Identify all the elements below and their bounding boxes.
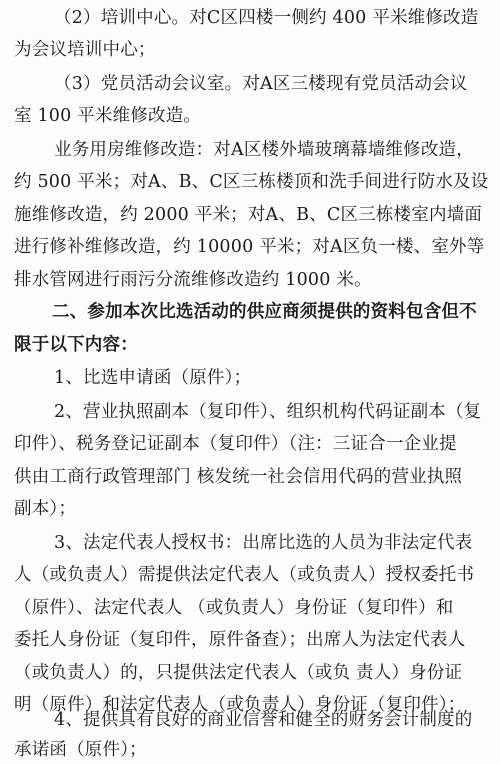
text-line: 副本）； bbox=[14, 499, 77, 519]
text-line: 供由工商行政管理部门 核发统一社会信用代码的营业执照 bbox=[14, 467, 463, 487]
text-line: （2）培训中心。对C区四楼一侧约 400 平米维修改造 bbox=[54, 8, 479, 28]
text-line: 3、法定代表人授权书：出席比选的人员为非法定代表 bbox=[54, 533, 473, 553]
text-line: 委托人身份证（复印件，原件备查）；出席人为法定代表人 bbox=[14, 630, 466, 650]
text-line: 印件）、税务登记证副本（复印件）（注：三证合一企业提 bbox=[14, 434, 457, 454]
heading-line: 限于以下内容： bbox=[14, 335, 138, 355]
text-line: 2、营业执照副本（复印件）、组织机构代码证副本（复 bbox=[54, 402, 482, 422]
text-line: 4、提供具有良好的商业信誉和健全的财务会计制度的 bbox=[54, 710, 473, 730]
text-line: 1、比选申请函（原件）； bbox=[54, 368, 252, 388]
text-line: （原件）、法定代表人 （或负责人）身份证（复印件）和 bbox=[14, 598, 454, 618]
text-line: 排水管网进行雨污分流维修改造约 1000 米。 bbox=[14, 270, 372, 290]
text-line: 为会议培训中心； bbox=[14, 40, 156, 60]
text-line: 业务用房维修改造：对A区楼外墙玻璃幕墙维修改造， bbox=[54, 140, 474, 160]
text-line: 施维修改造，约 2000 平米；对A、B、C区三栋楼室内墙面 bbox=[14, 205, 483, 225]
text-line: 进行修补维修改造，约 10000 平米；对A区负一楼、室外等 bbox=[14, 237, 485, 257]
text-line: 明（原件）和法定代表人（或负责人）身份证（复印件）； bbox=[14, 695, 466, 715]
text-line: 约 500 平米；对A、B、C区三栋楼顶和洗手间进行防水及设 bbox=[14, 172, 489, 192]
text-line: （3）党员活动会议室。对A区三楼现有党员活动会议 bbox=[54, 74, 468, 94]
text-line: （或负责人）的，只提供法定代表人（或负 责人）身份证 bbox=[14, 663, 463, 683]
text-line: 承诺函（原件）； bbox=[14, 740, 147, 760]
text-line: 人（或负责人）需提供法定代表人（或负责人）授权委托书 bbox=[14, 565, 475, 585]
text-line: 室 100 平米维修改造。 bbox=[14, 106, 202, 126]
heading-line: 二、参加本次比选活动的供应商须提供的资料包含但不 bbox=[52, 302, 477, 322]
